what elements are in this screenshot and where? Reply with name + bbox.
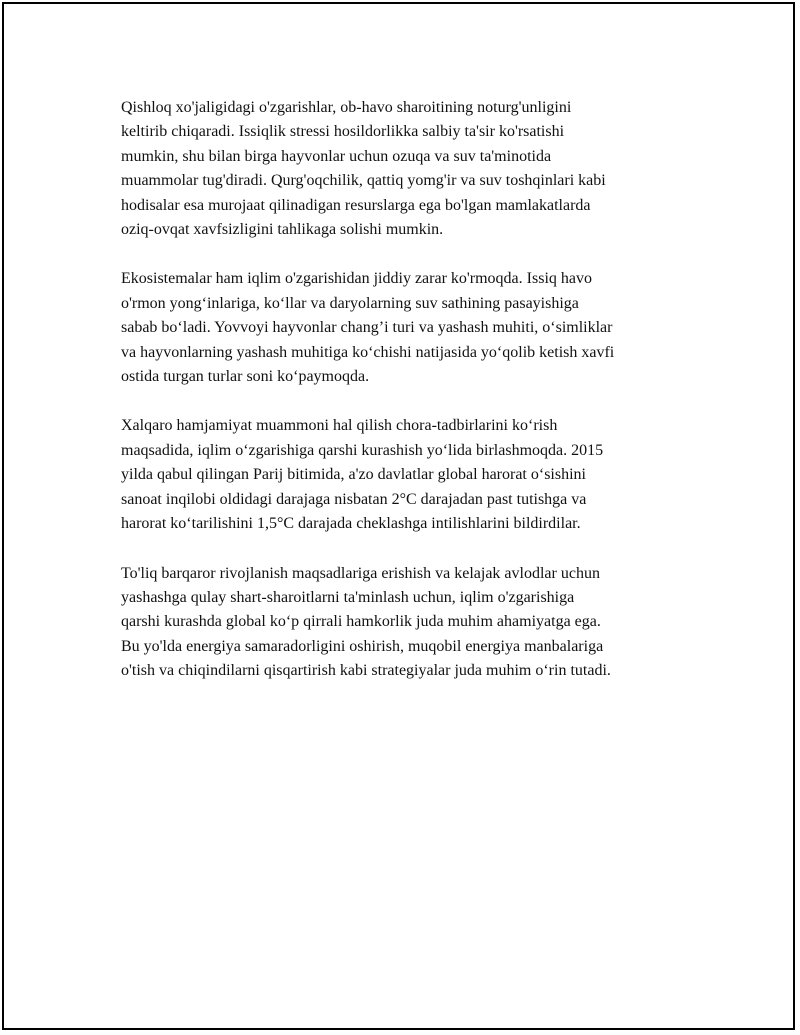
paragraph-1 <box>121 96 701 242</box>
paragraph-2 <box>121 267 701 389</box>
text-line: hodisalar esa murojaat qilinadigan resurslarga ega bo'lgan mamlakatlarda <box>121 196 591 214</box>
text-line: va hayvonlarning yashash muhitiga ko‘chishi natijasida yo‘qolib ketish xavfi <box>121 343 615 361</box>
paragraph-3 <box>121 414 701 536</box>
text-line: mumkin, shu bilan birga hayvonlar uchun ozuqa va suv ta'minotida <box>121 147 552 165</box>
text-line: Bu yo'lda energiya samaradorligini oshirish, muqobil energiya manbalariga <box>121 637 604 655</box>
text-line: oziq-ovqat xavfsizligini tahlikaga solishi mumkin. <box>121 221 444 239</box>
text-line: keltirib chiqaradi. Issiqlik stressi hosildorlikka salbiy ta'sir ko'rsatishi <box>121 123 565 141</box>
text-line: yilda qabul qilingan Parij bitimida, a'zo davlatlar global harorat o‘sishini <box>121 466 586 484</box>
text-line: muammolar tug'diradi. Qurg'oqchilik, qattiq yomg'ir va suv toshqinlari kabi <box>121 172 606 190</box>
text-line: o'rmon yong‘inlariga, ko‘llar va daryolarning suv sathining pasayishiga <box>121 294 579 312</box>
document-body <box>121 96 701 709</box>
text-line: Xalqaro hamjamiyat muammoni hal qilish chora-tadbirlarini ko‘rish <box>121 417 558 435</box>
text-line: sabab bo‘ladi. Yovvoyi hayvonlar chang’i turi va yashash muhiti, o‘simliklar <box>121 319 613 337</box>
document-page <box>2 2 795 1030</box>
text-line: harorat ko‘tarilishini 1,5°C darajada cheklashga intilishlarini bildirdilar. <box>121 515 581 533</box>
text-line: o'tish va chiqindilarni qisqartirish kabi strategiyalar juda muhim o‘rin tutadi. <box>121 662 611 680</box>
text-line: qarshi kurashda global ko‘p qirrali hamkorlik juda muhim ahamiyatga ega. <box>121 613 601 631</box>
text-line: Ekosistemalar ham iqlim o'zgarishidan jiddiy zarar ko'rmoqda. Issiq havo <box>121 270 592 288</box>
text-line: yashashga qulay shart-sharoitlarni ta'minlash uchun, iqlim o'zgarishiga <box>121 588 575 606</box>
text-line: maqsadida, iqlim o‘zgarishiga qarshi kurashish yo‘lida birlashmoqda. 2015 <box>121 441 604 459</box>
text-line: ostida turgan turlar soni ko‘paymoqda. <box>121 368 370 386</box>
text-line: To'liq barqaror rivojlanish maqsadlariga erishish va kelajak avlodlar uchun <box>121 564 600 582</box>
text-line: sanoat inqilobi oldidagi darajaga nisbatan 2°C darajadan past tutishga va <box>121 490 587 508</box>
paragraph-4 <box>121 562 701 684</box>
text-line: Qishloq xo'jaligidagi o'zgarishlar, ob-havo sharoitining noturg'unligini <box>121 99 572 116</box>
